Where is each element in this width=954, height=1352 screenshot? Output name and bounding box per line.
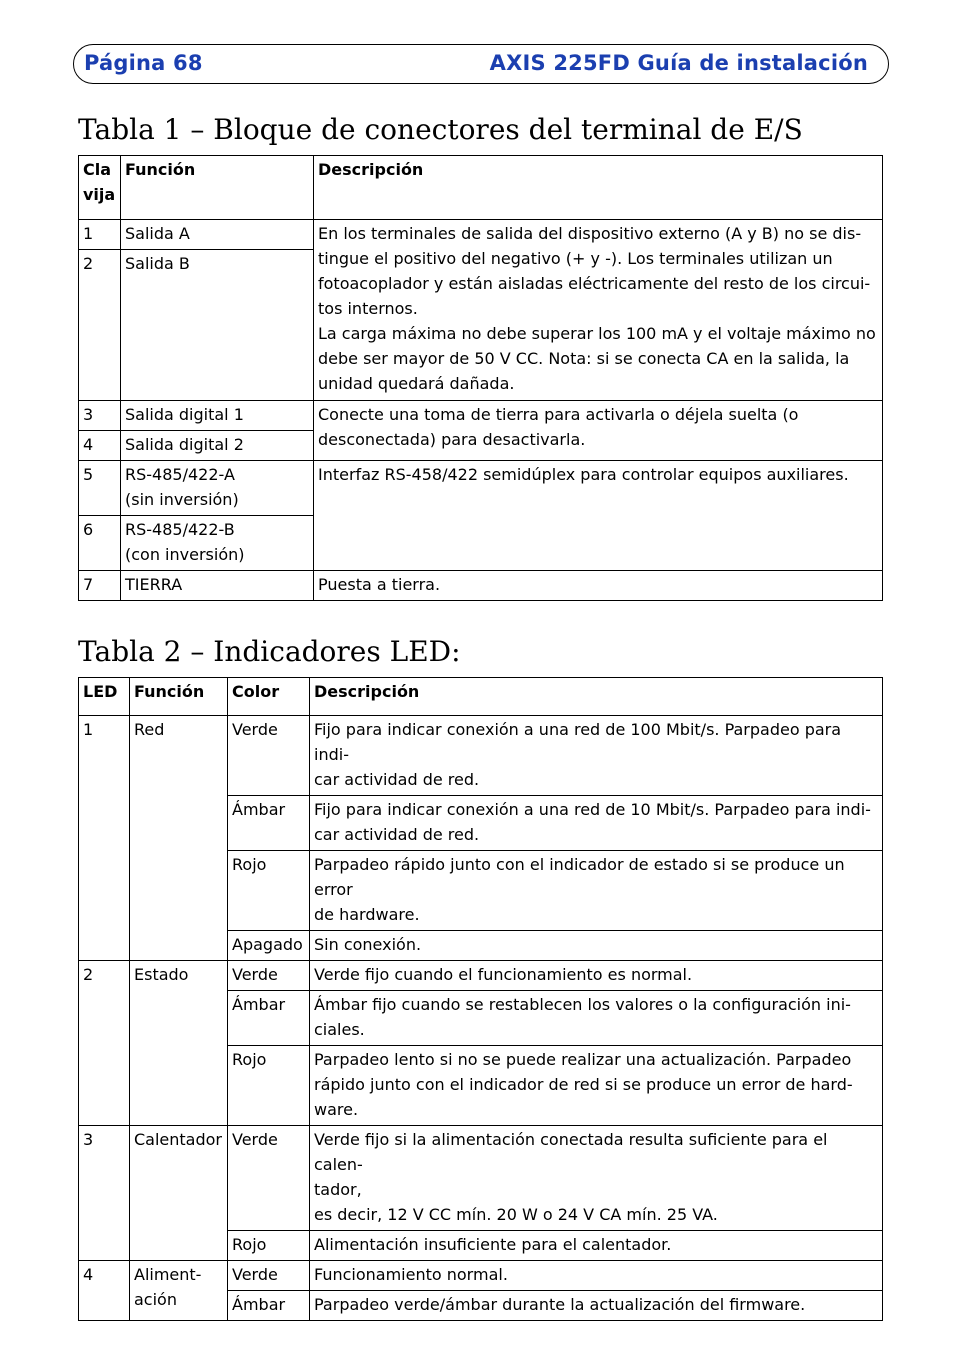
table-row (79, 461, 883, 516)
description-cell: Parpadeo verde/ámbar durante la actualización del firmware. (310, 1291, 883, 1321)
led-header: LED (79, 678, 130, 716)
description-header: Descripción (314, 156, 883, 220)
color-cell: Ámbar (228, 1291, 310, 1321)
table-row (79, 571, 883, 601)
table-row (79, 220, 883, 250)
function-cell: RS-485/422-B (con inversión) (121, 516, 314, 571)
table-header-row (79, 156, 883, 220)
pin-cell: 2 (79, 250, 121, 401)
function-cell: Aliment- ación (130, 1261, 228, 1321)
description-cell: Verde fijo si la alimentación conectada resulta suficiente para el calen- tador, es decir, 12 V CC mín. 20 W o 24 V CA mín. 25 VA. (310, 1126, 883, 1231)
pin-cell: 7 (79, 571, 121, 601)
pin-cell: 5 (79, 461, 121, 516)
led-cell: 3 (79, 1126, 130, 1261)
pin-cell: 6 (79, 516, 121, 571)
function-cell: Calentador (130, 1126, 228, 1261)
table-row (79, 961, 883, 991)
color-header: Color (228, 678, 310, 716)
pin-header: Cla vija (79, 156, 121, 220)
function-cell: Salida A (121, 220, 314, 250)
document-title: AXIS 225FD Guía de instalación (489, 51, 868, 75)
function-cell: Estado (130, 961, 228, 1126)
description-cell: Sin conexión. (310, 931, 883, 961)
pin-cell: 4 (79, 431, 121, 461)
description-cell: Verde fijo cuando el funcionamiento es normal. (310, 961, 883, 991)
pin-cell: 1 (79, 220, 121, 250)
color-cell: Apagado (228, 931, 310, 961)
description-cell: Parpadeo rápido junto con el indicador de estado si se produce un error de hardware. (310, 851, 883, 931)
function-cell: TIERRA (121, 571, 314, 601)
description-cell: En los terminales de salida del dispositivo externo (A y B) no se dis- tingue el positivo del negativo (+ y -). Los terminales utilizan un fotoacoplador y están aisladas eléctricamente del resto de los circui- tos internos. La carga máxima no debe superar los 100 mA y el voltaje máximo no debe ser mayor de 50 V CC. Nota: si se conecta CA en la salida, la unidad quedará dañada. (314, 220, 883, 401)
color-cell: Ámbar (228, 991, 310, 1046)
table1-title: Tabla 1 – Bloque de conectores del terminal de E/S (78, 113, 803, 146)
table2-title: Tabla 2 – Indicadores LED: (78, 635, 461, 668)
description-cell: Fijo para indicar conexión a una red de 10 Mbit/s. Parpadeo para indi- car actividad de red. (310, 796, 883, 851)
color-cell: Rojo (228, 1231, 310, 1261)
color-cell: Verde (228, 716, 310, 796)
table-row (79, 1126, 883, 1231)
led-cell: 2 (79, 961, 130, 1126)
description-cell: Alimentación insuficiente para el calentador. (310, 1231, 883, 1261)
color-cell: Verde (228, 1261, 310, 1291)
description-cell: Fijo para indicar conexión a una red de 100 Mbit/s. Parpadeo para indi- car actividad de red. (310, 716, 883, 796)
color-cell: Verde (228, 961, 310, 991)
led-indicator-table (78, 677, 883, 1321)
description-cell: Ámbar fijo cuando se restablecen los valores o la configuración ini- ciales. (310, 991, 883, 1046)
table-row (79, 401, 883, 431)
led-cell: 1 (79, 716, 130, 961)
function-cell: Salida digital 1 (121, 401, 314, 431)
table-row (79, 1261, 883, 1291)
function-cell: RS-485/422-A (sin inversión) (121, 461, 314, 516)
description-cell: Funcionamiento normal. (310, 1261, 883, 1291)
color-cell: Rojo (228, 1046, 310, 1126)
description-cell: Interfaz RS-458/422 semidúplex para controlar equipos auxiliares. (314, 461, 883, 571)
page-header (73, 44, 889, 84)
description-cell: Parpadeo lento si no se puede realizar una actualización. Parpadeo rápido junto con el indicador de red si se produce un error de hard- ware. (310, 1046, 883, 1126)
color-cell: Ámbar (228, 796, 310, 851)
function-header: Función (121, 156, 314, 220)
function-cell: Red (130, 716, 228, 961)
description-cell: Conecte una toma de tierra para activarla o déjela suelta (o desconectada) para desactivarla. (314, 401, 883, 461)
table-header-row (79, 678, 883, 716)
description-cell: Puesta a tierra. (314, 571, 883, 601)
function-cell: Salida digital 2 (121, 431, 314, 461)
page-number: Página 68 (84, 51, 203, 75)
color-cell: Verde (228, 1126, 310, 1231)
function-header: Función (130, 678, 228, 716)
table-row (79, 716, 883, 796)
color-cell: Rojo (228, 851, 310, 931)
led-cell: 4 (79, 1261, 130, 1321)
function-cell: Salida B (121, 250, 314, 401)
io-connector-table (78, 155, 883, 601)
description-header: Descripción (310, 678, 883, 716)
pin-cell: 3 (79, 401, 121, 431)
